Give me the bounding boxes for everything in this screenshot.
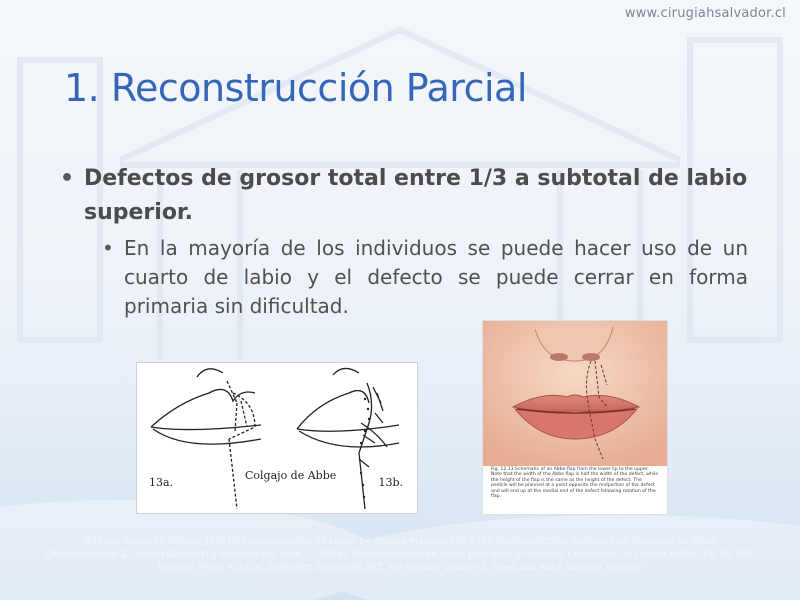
- site-url: www.cirugiahsalvador.cl: [624, 6, 786, 21]
- figure-caption: Fig. 12.13 Schematic of an Abbe flap from the lower lip to the upper. Note that the width of the Abbe flap is half the width of the defect, while the height of the flap is the same as the height of the defect. The pedicle will be planned at a point opposite the midportion of the defect and will end up at the medial end of the defect following rotation of the flap.: [491, 467, 659, 500]
- bullet-list: [58, 162, 748, 321]
- abbe-flap-illustration: [482, 320, 668, 515]
- label-abbe: Colgajo de Abbe: [245, 469, 337, 482]
- reference-2: Christian Salem Z, Rachid Gorrón M y Mauricio del Valle C. (2004). Reconstrucción de labio: principios y técnicas. Cuadernos de Cirugía UACH, 18, 98-105.: [45, 549, 755, 560]
- lip-illustration: [483, 321, 667, 466]
- label-13a: 13a.: [149, 476, 174, 489]
- abbe-flap-drawing: [137, 363, 417, 513]
- bullet-sub: • En la mayoría de los individuos se puede hacer uso de un cuarto de labio y el defecto se puede cerrar en forma primaria sin dificultad.: [98, 234, 748, 321]
- reference-1: Wilfredo Calderón Ortega. (2001). Reconstrucción de Labio. En Cirugía Plástica(530-545). Santiago, Chile: Sociedad de Cirujanos de Chile.: [82, 536, 718, 547]
- bullet-main: • Defectos de grosor total entre 1/3 a subtotal de labio superior.: [58, 162, 748, 230]
- label-13b: 13b.: [378, 476, 403, 489]
- reference-3: Neligan, Peter. PLASTIC SURGERY: 6-VOLUME SET. 4th Edition. Volume 3: Head and Neck Surgery. Elsevier: [157, 562, 643, 573]
- references: [40, 535, 760, 574]
- slide-title: 1. Reconstrucción Parcial: [64, 66, 527, 110]
- abbe-flap-diagram: [136, 362, 418, 514]
